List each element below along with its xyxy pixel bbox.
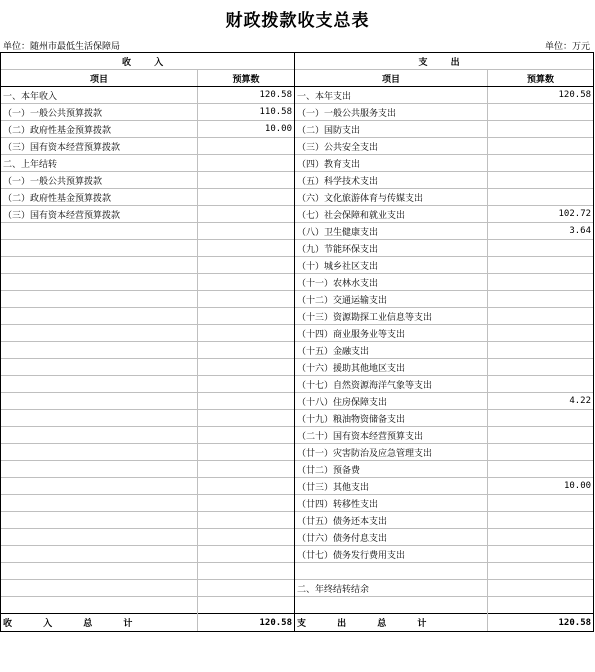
expense-item-cell: （十七）自然资源海洋气象等支出 bbox=[295, 376, 488, 393]
expense-item-cell: （五）科学技术支出 bbox=[295, 172, 488, 189]
table-row bbox=[1, 274, 594, 291]
income-value-cell bbox=[198, 138, 295, 155]
income-value-cell bbox=[198, 563, 295, 580]
table-row bbox=[1, 342, 594, 359]
income-item-cell bbox=[1, 274, 198, 291]
income-value-cell bbox=[198, 359, 295, 376]
income-value-cell bbox=[198, 342, 295, 359]
expense-item-cell: （二）国防支出 bbox=[295, 121, 488, 138]
table-row bbox=[1, 206, 594, 223]
income-item-cell bbox=[1, 393, 198, 410]
table-row bbox=[1, 376, 594, 393]
unit-label-right: 单位：万元 bbox=[544, 42, 590, 52]
table-row bbox=[1, 291, 594, 308]
table-row bbox=[1, 529, 594, 546]
income-value-cell bbox=[198, 223, 295, 240]
income-item-cell: （三）国有资本经营预算拨款 bbox=[1, 206, 198, 223]
expense-section-header: 支 出 bbox=[295, 53, 594, 70]
expense-item-cell: （十）城乡社区支出 bbox=[295, 257, 488, 274]
income-item-cell bbox=[1, 257, 198, 274]
table-row bbox=[1, 87, 594, 104]
income-item-cell bbox=[1, 597, 198, 614]
income-value-cell bbox=[198, 393, 295, 410]
income-value-cell: 120.58 bbox=[198, 87, 295, 104]
income-item-header: 项目 bbox=[1, 70, 198, 87]
income-value-cell bbox=[198, 189, 295, 206]
expense-item-cell: 二、年终结转结余 bbox=[295, 580, 488, 597]
income-value-cell bbox=[198, 495, 295, 512]
expense-item-cell: （一）一般公共服务支出 bbox=[295, 104, 488, 121]
expense-value-cell: 3.64 bbox=[488, 223, 594, 240]
expense-value-cell bbox=[488, 410, 594, 427]
expense-value-cell bbox=[488, 189, 594, 206]
table-row bbox=[1, 189, 594, 206]
expense-value-cell bbox=[488, 546, 594, 563]
expense-item-cell: （八）卫生健康支出 bbox=[295, 223, 488, 240]
expense-item-cell: （廿三）其他支出 bbox=[295, 478, 488, 495]
income-item-cell bbox=[1, 291, 198, 308]
income-item-cell: （一）一般公共预算拨款 bbox=[1, 104, 198, 121]
column-header-row bbox=[1, 70, 594, 87]
table-row bbox=[1, 104, 594, 121]
table-row bbox=[1, 546, 594, 563]
expense-value-cell bbox=[488, 444, 594, 461]
income-value-cell bbox=[198, 240, 295, 257]
table-row bbox=[1, 444, 594, 461]
expense-value-cell bbox=[488, 121, 594, 138]
expense-item-cell: （三）公共安全支出 bbox=[295, 138, 488, 155]
page-title: 财政拨款收支总表 bbox=[225, 11, 370, 31]
expense-item-cell: （七）社会保障和就业支出 bbox=[295, 206, 488, 223]
table-row bbox=[1, 223, 594, 240]
expense-total-label: 支 出 总 计 bbox=[295, 614, 488, 632]
table-row bbox=[1, 410, 594, 427]
income-item-cell: 二、上年结转 bbox=[1, 155, 198, 172]
expense-item-cell: （十三）资源勘探工业信息等支出 bbox=[295, 308, 488, 325]
expense-budget-header: 预算数 bbox=[488, 70, 594, 87]
income-item-cell bbox=[1, 444, 198, 461]
expense-item-cell: （廿六）债务付息支出 bbox=[295, 529, 488, 546]
table-row bbox=[1, 308, 594, 325]
expense-value-cell: 4.22 bbox=[488, 393, 594, 410]
expense-item-cell: 一、本年支出 bbox=[295, 87, 488, 104]
expense-item-cell: （廿二）预备费 bbox=[295, 461, 488, 478]
table-row bbox=[1, 359, 594, 376]
table-row bbox=[1, 512, 594, 529]
income-item-cell bbox=[1, 495, 198, 512]
expense-value-cell bbox=[488, 325, 594, 342]
table-row bbox=[1, 580, 594, 597]
income-item-cell: （一）一般公共预算拨款 bbox=[1, 172, 198, 189]
income-item-cell bbox=[1, 461, 198, 478]
income-value-cell bbox=[198, 580, 295, 597]
expense-value-cell bbox=[488, 597, 594, 614]
income-value-cell bbox=[198, 291, 295, 308]
expense-item-cell bbox=[295, 563, 488, 580]
expense-value-cell: 120.58 bbox=[488, 87, 594, 104]
expense-item-cell: （十一）农林水支出 bbox=[295, 274, 488, 291]
expense-item-cell: （二十）国有资本经营预算支出 bbox=[295, 427, 488, 444]
income-item-cell bbox=[1, 512, 198, 529]
expense-value-cell bbox=[488, 155, 594, 172]
income-item-cell bbox=[1, 529, 198, 546]
expense-value-cell: 102.72 bbox=[488, 206, 594, 223]
table-row bbox=[1, 240, 594, 257]
table-row bbox=[1, 325, 594, 342]
income-value-cell: 110.58 bbox=[198, 104, 295, 121]
income-value-cell bbox=[198, 155, 295, 172]
expense-item-cell: （十五）金融支出 bbox=[295, 342, 488, 359]
table-row bbox=[1, 563, 594, 580]
income-item-cell bbox=[1, 240, 198, 257]
income-item-cell bbox=[1, 342, 198, 359]
expense-value-cell bbox=[488, 427, 594, 444]
budget-table bbox=[0, 52, 594, 632]
income-item-cell bbox=[1, 563, 198, 580]
table-row bbox=[1, 597, 594, 614]
expense-item-cell: （廿五）债务还本支出 bbox=[295, 512, 488, 529]
expense-value-cell bbox=[488, 461, 594, 478]
expense-item-cell: （十四）商业服务业等支出 bbox=[295, 325, 488, 342]
expense-value-cell bbox=[488, 495, 594, 512]
table-row bbox=[1, 478, 594, 495]
income-total-value: 120.58 bbox=[198, 614, 295, 632]
expense-value-cell bbox=[488, 359, 594, 376]
income-item-cell bbox=[1, 359, 198, 376]
expense-value-cell bbox=[488, 240, 594, 257]
expense-value-cell bbox=[488, 172, 594, 189]
table-row bbox=[1, 427, 594, 444]
expense-item-cell: （十九）粮油物资储备支出 bbox=[295, 410, 488, 427]
income-value-cell bbox=[198, 444, 295, 461]
income-item-cell: （二）政府性基金预算拨款 bbox=[1, 121, 198, 138]
expense-item-cell bbox=[295, 597, 488, 614]
expense-value-cell bbox=[488, 308, 594, 325]
table-row bbox=[1, 461, 594, 478]
expense-item-cell: （廿一）灾害防治及应急管理支出 bbox=[295, 444, 488, 461]
income-value-cell bbox=[198, 427, 295, 444]
income-value-cell bbox=[198, 546, 295, 563]
expense-item-cell: （十二）交通运输支出 bbox=[295, 291, 488, 308]
unit-label-left: 单位：随州市最低生活保障局 bbox=[3, 42, 121, 52]
totals-row bbox=[1, 614, 594, 632]
table-row bbox=[1, 155, 594, 172]
expense-value-cell bbox=[488, 274, 594, 291]
expense-item-header: 项目 bbox=[295, 70, 488, 87]
expense-value-cell bbox=[488, 104, 594, 121]
expense-item-cell: （九）节能环保支出 bbox=[295, 240, 488, 257]
income-value-cell bbox=[198, 206, 295, 223]
income-item-cell: （二）政府性基金预算拨款 bbox=[1, 189, 198, 206]
table-row bbox=[1, 257, 594, 274]
income-value-cell bbox=[198, 478, 295, 495]
expense-total-value: 120.58 bbox=[488, 614, 594, 632]
income-value-cell: 10.00 bbox=[198, 121, 295, 138]
expense-value-cell bbox=[488, 529, 594, 546]
table-row bbox=[1, 138, 594, 155]
expense-item-cell: （十六）援助其他地区支出 bbox=[295, 359, 488, 376]
income-item-cell bbox=[1, 427, 198, 444]
income-item-cell bbox=[1, 478, 198, 495]
income-item-cell bbox=[1, 546, 198, 563]
income-item-cell bbox=[1, 223, 198, 240]
expense-item-cell: （廿四）转移性支出 bbox=[295, 495, 488, 512]
income-value-cell bbox=[198, 512, 295, 529]
expense-value-cell bbox=[488, 342, 594, 359]
income-item-cell: 一、本年收入 bbox=[1, 87, 198, 104]
expense-value-cell bbox=[488, 563, 594, 580]
expense-item-cell: （六）文化旅游体育与传媒支出 bbox=[295, 189, 488, 206]
expense-value-cell bbox=[488, 138, 594, 155]
income-value-cell bbox=[198, 308, 295, 325]
expense-value-cell: 10.00 bbox=[488, 478, 594, 495]
expense-value-cell bbox=[488, 376, 594, 393]
income-value-cell bbox=[198, 461, 295, 478]
table-row bbox=[1, 172, 594, 189]
expense-value-cell bbox=[488, 257, 594, 274]
income-item-cell bbox=[1, 580, 198, 597]
income-value-cell bbox=[198, 274, 295, 291]
income-value-cell bbox=[198, 376, 295, 393]
income-value-cell bbox=[198, 597, 295, 614]
section-header-row bbox=[1, 53, 594, 70]
income-section-header: 收 入 bbox=[1, 53, 295, 70]
expense-item-cell: （廿七）债务发行费用支出 bbox=[295, 546, 488, 563]
income-value-cell bbox=[198, 257, 295, 274]
table-row bbox=[1, 495, 594, 512]
expense-value-cell bbox=[488, 291, 594, 308]
income-value-cell bbox=[198, 410, 295, 427]
income-item-cell bbox=[1, 376, 198, 393]
income-item-cell bbox=[1, 410, 198, 427]
income-item-cell bbox=[1, 308, 198, 325]
table-row bbox=[1, 121, 594, 138]
expense-value-cell bbox=[488, 512, 594, 529]
expense-value-cell bbox=[488, 580, 594, 597]
income-total-label: 收 入 总 计 bbox=[1, 614, 198, 632]
table-row bbox=[1, 393, 594, 410]
income-value-cell bbox=[198, 325, 295, 342]
expense-item-cell: （十八）住房保障支出 bbox=[295, 393, 488, 410]
income-item-cell bbox=[1, 325, 198, 342]
expense-item-cell: （四）教育支出 bbox=[295, 155, 488, 172]
income-value-cell bbox=[198, 172, 295, 189]
income-value-cell bbox=[198, 529, 295, 546]
income-item-cell: （三）国有资本经营预算拨款 bbox=[1, 138, 198, 155]
income-budget-header: 预算数 bbox=[198, 70, 295, 87]
